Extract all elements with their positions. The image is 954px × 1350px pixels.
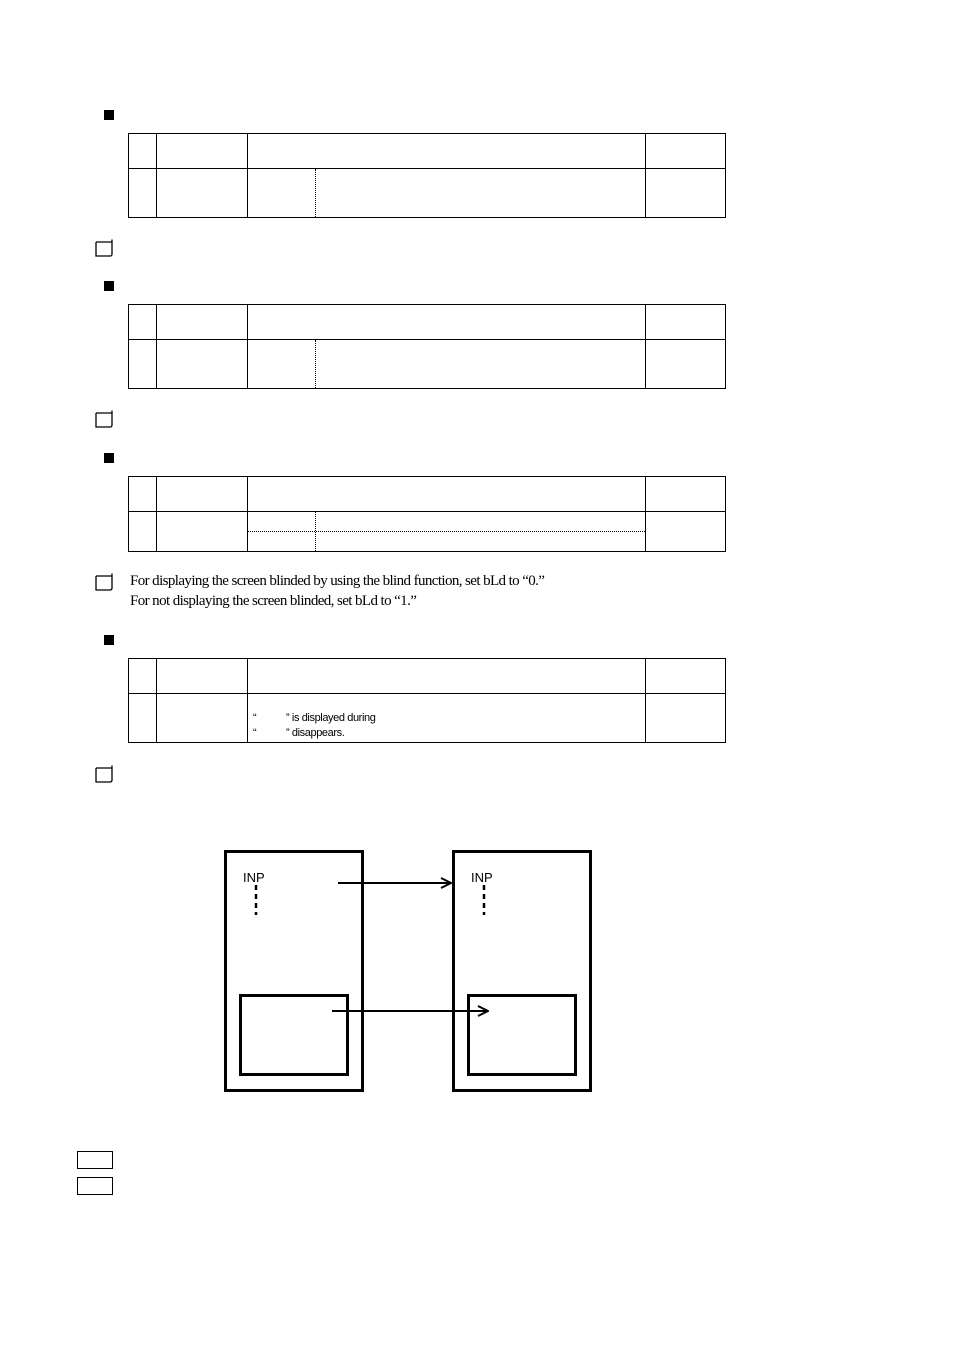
settings-table-1 — [128, 133, 726, 218]
settings-table-2 — [128, 304, 726, 389]
note-icon — [94, 765, 114, 783]
left-panel-label: INP — [243, 870, 265, 885]
note-icon — [94, 573, 114, 591]
row-text-open-quote-1: “ — [253, 712, 257, 724]
right-inner-display — [469, 996, 576, 1075]
settings-table-3 — [128, 476, 726, 552]
reference-box-2 — [77, 1177, 113, 1195]
section-3-bullet — [104, 453, 114, 463]
left-inner-display — [241, 996, 348, 1075]
settings-table-4 — [128, 658, 726, 743]
row-text-open-quote-2: “ — [253, 727, 257, 739]
reference-box-1 — [77, 1151, 113, 1169]
note-icon — [94, 239, 114, 257]
right-panel-label: INP — [471, 870, 493, 885]
section-2-bullet — [104, 281, 114, 291]
row-text-line-1: ” is displayed during — [286, 712, 376, 724]
right-panel — [454, 852, 591, 1091]
left-panel — [226, 852, 363, 1091]
section-4-bullet — [104, 635, 114, 645]
row-text-line-2: ” disappears. — [286, 727, 345, 739]
note-icon — [94, 410, 114, 428]
blind-note-line-1: For displaying the screen blinded by using the blind function, set bLd to “0.” — [130, 573, 545, 589]
blind-note-line-2: For not displaying the screen blinded, set bLd to “1.” — [130, 593, 417, 609]
section-1-bullet — [104, 110, 114, 120]
